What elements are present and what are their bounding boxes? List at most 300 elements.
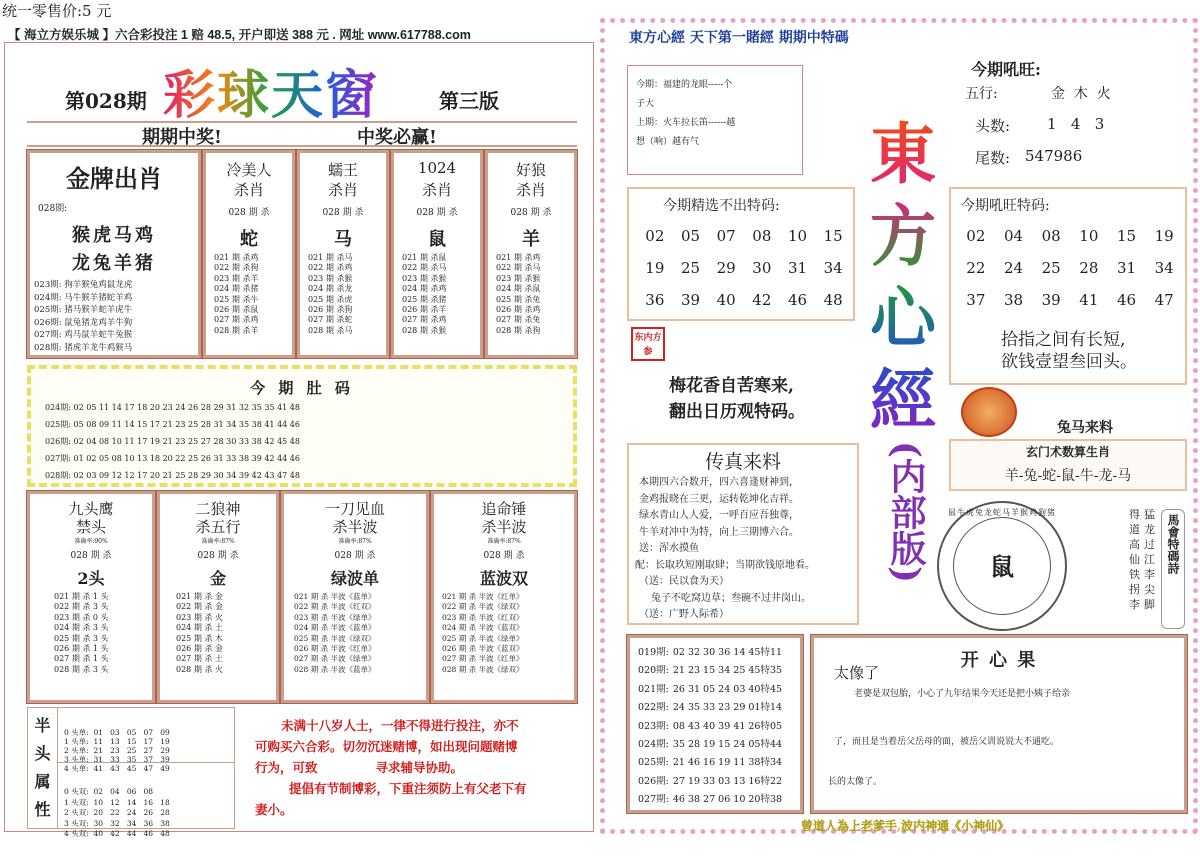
kill-row: 023 期 杀猴	[496, 273, 541, 283]
duma-row: 026期: 02 04 08 10 11 17 19 21 23 25 27 28 30 33 38 42 45 48	[45, 437, 300, 446]
kill-row: 028 期 杀羊	[214, 325, 259, 335]
bottom-title: 二狼神	[195, 500, 241, 518]
accuracy-rate: 准确率:87%	[338, 538, 372, 545]
wang-code-number: 38	[1003, 291, 1024, 309]
vpoem-char: 脚	[1144, 598, 1155, 611]
half-head-row: 0 头双: 02 04 06 08	[64, 787, 154, 796]
kill-row: 028 期 杀马	[308, 325, 353, 335]
gold-history-row: 024期: 马牛猴羊猪蛇羊鸡	[34, 292, 133, 303]
half-head-row: 4 头双: 40 42 44 46 48	[64, 829, 170, 838]
vertical-stamp: 馬會特碼詩	[1161, 509, 1185, 629]
left-page	[4, 42, 594, 838]
history-values: 21 46 16 19 11 38特34	[672, 757, 783, 769]
wang-code-number: 39	[1041, 291, 1061, 309]
history-period: 019期:	[638, 647, 669, 658]
warning-line: 妻小。	[255, 802, 293, 817]
gold-row-2: 龙兔羊猪	[72, 253, 156, 274]
kill-title-3: 1024	[417, 159, 457, 177]
tiger-caption: 兔马来料	[1057, 420, 1113, 436]
kill-row: 026 期 杀鼠	[214, 305, 259, 315]
kill-row: 027 期 杀鸡	[402, 315, 447, 325]
bottom-row: 024 期 杀 3 头	[54, 623, 109, 633]
kill-title-2: 蠕王	[327, 161, 358, 179]
xuanmen-value: 羊-兔-蛇-鼠-牛-龙-马	[1004, 468, 1132, 484]
kill-history	[402, 253, 446, 336]
vertical-title	[863, 113, 943, 441]
bottom-row: 028 期 杀 半波《蓝单》	[294, 664, 376, 674]
bottom-history	[294, 592, 375, 675]
history-period: 027期:	[638, 794, 669, 806]
history-values: 35 28 19 15 24 05特44	[672, 739, 783, 751]
kill-history	[308, 253, 352, 336]
xuanmen-box	[949, 439, 1187, 491]
kill-history	[496, 253, 540, 336]
history-period: 022期:	[638, 702, 669, 714]
kill-subtitle: 杀肖	[327, 181, 358, 199]
wang-code-grid	[957, 227, 1183, 309]
edition-label: 第三版	[439, 89, 499, 113]
wang-code-title: 今期吼旺特码:	[961, 198, 1050, 214]
divider	[58, 762, 234, 763]
bottom-subtitle: 杀半波	[332, 518, 378, 536]
warning-line: 可购买六合彩。切勿沉迷赌博，如出现问题赌博	[255, 739, 518, 754]
wang-code-number: 41	[1079, 291, 1099, 309]
bottom-row: 023 期 杀 火	[176, 612, 223, 622]
duma-row: 024期: 02 05 11 14 17 18 20 23 24 26 28 29 31 32 35 35 41 48	[45, 403, 300, 412]
kill-row: 021 期 杀鼠	[402, 253, 447, 262]
not-code-number: 08	[752, 227, 772, 245]
kill-row: 023 期 杀猴	[402, 273, 447, 283]
half-head-row: 0 头单: 01 03 05 07 09	[64, 728, 170, 737]
top-bar	[0, 0, 600, 22]
not-code-number: 34	[823, 259, 843, 277]
not-code-number: 29	[716, 259, 736, 277]
riddle-line: 子大	[636, 99, 655, 109]
kill-zodiac: 蛇	[240, 229, 258, 250]
gold-title: 金牌出肖	[66, 164, 162, 193]
bottom-row: 021 期 杀 1 头	[54, 592, 109, 601]
kill-row: 028 期 杀猴	[402, 325, 447, 335]
bottom-row: 026 期 杀 半波《蓝双》	[442, 644, 524, 654]
fax-line: 配：长取玖短刚取肆；当期欲钱原地看。	[635, 559, 815, 571]
tiger-icon	[961, 387, 1017, 437]
not-code-number: 31	[787, 259, 808, 277]
bottom-row: 025 期 杀 半波《绿单》	[442, 633, 524, 643]
history-row	[638, 681, 782, 699]
ad-banner[interactable]: 【 海立方娱乐城 】六合彩投注 1 赔 48.5, 开户即送 388 元 . 网址 www.617788.com	[8, 28, 471, 42]
head-count-label: 头数:	[975, 117, 1011, 135]
riddle-box	[627, 65, 803, 175]
fax-line: 绿水青山人人爱，一呼百应吾独尊，	[639, 510, 799, 521]
bottom-period: 028 期 杀	[483, 551, 525, 561]
riddle-line: 今期：福建的龙眼-----个	[636, 80, 733, 90]
footer: 曾道人為上老爹手,波内神通《小神仙》	[800, 819, 1010, 833]
kill-zodiac: 鼠	[428, 229, 446, 250]
kill-box-4	[485, 150, 577, 358]
bottom-subtitle: 杀半波	[481, 518, 527, 536]
bottom-row: 022 期 杀 金	[176, 602, 223, 612]
not-code-number: 05	[680, 227, 701, 245]
right-header: 東方心經 天下第一賭經 期期中特碼	[629, 30, 849, 46]
tail-count-label: 尾数:	[975, 149, 1011, 167]
half-head-row: 3 头双: 30 32 34 36 38	[64, 818, 170, 828]
kill-subtitle: 杀肖	[515, 181, 546, 199]
kill-row: 023 期 杀羊	[214, 273, 259, 283]
kill-title-4: 好狼	[515, 161, 546, 179]
warning-line: 未满十八岁人士，一律不得进行投注，亦不	[281, 718, 519, 733]
gold-history-row: 023期: 狗羊猴兔鸡鼠龙虎	[34, 280, 133, 290]
bottom-row: 026 期 杀 半波《红单》	[294, 644, 376, 654]
vpoem-char: 李	[1144, 568, 1155, 581]
history-box	[627, 635, 803, 813]
wang-box	[951, 57, 1187, 177]
wang-code-number: 25	[1041, 259, 1061, 277]
kill-row: 027 期 杀兔	[496, 315, 541, 325]
vpoem-char: 龙	[1144, 523, 1155, 536]
history-period: 025期:	[638, 757, 669, 769]
half-head-row: 1 头单: 11 13 15 17 19	[64, 737, 170, 746]
gold-history	[34, 279, 132, 355]
fax-line: （送：广野人际希）	[639, 609, 729, 620]
not-code-number: 40	[716, 291, 736, 309]
bottom-row: 027 期 杀 半波《红单》	[442, 654, 524, 664]
kill-row: 021 期 杀鸡	[496, 253, 541, 262]
kill-subtitle: 杀肖	[421, 181, 452, 199]
riddle-text	[636, 76, 735, 152]
bottom-result: 蓝波双	[479, 569, 528, 588]
kill-title-1: 冷美人	[226, 161, 272, 179]
wuxing-value: 金 木 火	[1051, 86, 1111, 102]
zodiac-wheel	[937, 501, 1067, 631]
wang-code-number: 02	[966, 227, 986, 245]
bottom-row: 028 期 杀 3 头	[54, 664, 109, 674]
slogan-bar	[27, 121, 577, 147]
history-values: 21 23 15 34 25 45特35	[672, 665, 783, 677]
kill-box-1	[203, 150, 295, 358]
bottom-row: 021 期 杀 金	[176, 592, 223, 601]
kill-box-3	[391, 150, 483, 358]
bottom-row: 022 期 杀 半波《绿双》	[442, 602, 524, 612]
history-row	[638, 736, 782, 754]
bottom-title: 九头鹰	[68, 500, 114, 518]
bottom-row: 021 期 杀 半波《红单》	[442, 592, 524, 601]
kill-subtitle: 杀肖	[233, 181, 264, 199]
kill-row: 025 期 杀虎	[308, 294, 353, 304]
not-code-number: 46	[787, 291, 808, 309]
history-period: 024期:	[638, 739, 669, 751]
wang-code-number: 47	[1154, 291, 1174, 309]
bottom-row: 023 期 杀 半波《绿单》	[294, 612, 376, 622]
wuxing-label: 五行:	[965, 86, 998, 102]
vpoem-char: 铁	[1129, 568, 1140, 581]
kill-history	[214, 253, 258, 336]
bottom-title: 一刀见血	[324, 500, 385, 518]
history-values: 46 38 27 06 10 20特38	[672, 794, 783, 806]
bottom-row: 026 期 杀 金	[176, 644, 223, 654]
duma-row: 025期: 05 08 09 11 14 15 17 21 23 25 28 31 34 35 38 41 44 46	[45, 420, 300, 429]
half-head-row: 3 头单: 31 33 35 37 39	[64, 755, 170, 764]
title-char: 心	[870, 279, 936, 357]
warning-text	[243, 715, 583, 820]
bottom-row: 022 期 杀 半波《红双》	[294, 602, 376, 612]
wang-code-number: 34	[1154, 259, 1174, 277]
poem-line: 翻出日历观特码。	[669, 402, 805, 422]
slogan-1: 期期中奖!	[142, 127, 222, 148]
vpoem-char: 江	[1144, 553, 1155, 566]
wang-code-number: 15	[1116, 227, 1137, 245]
title-char: 經	[870, 361, 936, 439]
history-period: 023期:	[638, 720, 669, 732]
wang-code-number: 28	[1079, 259, 1099, 277]
kill-row: 027 期 杀鸡	[214, 315, 259, 325]
vpoem-col	[1144, 507, 1155, 631]
kill-row: 023 期 杀猴	[308, 273, 353, 283]
duma-rows	[45, 399, 300, 484]
joke-line: 长的太像了。	[828, 777, 883, 787]
half-head-label	[28, 708, 58, 828]
half-head-row: 2 头单: 21 23 25 27 29	[64, 746, 170, 755]
wang-code-number: 31	[1116, 259, 1137, 277]
price-label: 统一零售价:5 元	[2, 2, 112, 20]
kill-row: 026 期 杀鸡	[496, 305, 541, 315]
kill-row: 022 期 杀马	[496, 263, 541, 273]
not-code-number: 02	[645, 227, 665, 245]
not-code-number: 07	[716, 227, 736, 245]
not-code-grid	[637, 227, 851, 309]
vpoem-char: 高	[1129, 538, 1140, 551]
bottom-row: 024 期 杀 半波《蓝单》	[294, 623, 376, 633]
kill-row: 026 期 杀狗	[308, 305, 353, 315]
wang-code-number: 46	[1116, 291, 1137, 309]
kill-row: 021 期 杀鸡	[214, 253, 259, 262]
bottom-row: 021 期 杀 半波《蓝单》	[294, 592, 376, 601]
bottom-row: 027 期 杀 半波《绿单》	[294, 654, 376, 664]
accuracy-rate: 准确率:87%	[487, 538, 521, 545]
half-head-char: 属	[34, 772, 51, 791]
kill-row: 025 期 杀牛	[214, 294, 259, 304]
wang-code-number: 22	[966, 259, 986, 277]
head-count-value: 1 4 3	[1047, 115, 1105, 133]
poem	[669, 373, 805, 425]
wang-code-number: 04	[1003, 227, 1024, 245]
bottom-result: 绿波单	[330, 569, 379, 588]
gold-history-row: 027期: 鸡马鼠羊蛇牛兔猴	[34, 330, 133, 341]
kill-period: 028 期 杀	[228, 208, 270, 218]
bottom-row: 027 期 杀 1 头	[54, 654, 109, 664]
gold-row-1: 猴虎马鸡	[72, 225, 156, 246]
warning-line: 行为，可致	[255, 760, 318, 775]
joke-title: 开 心 果	[960, 650, 1038, 671]
vertical-poem	[1075, 507, 1155, 631]
gold-period: 028期:	[38, 204, 68, 214]
kill-row: 026 期 杀羊	[402, 305, 447, 315]
warning-line: 提倡有节制博彩，下重注须防上有父老下有	[289, 781, 527, 796]
not-code-number: 39	[680, 291, 701, 309]
duma-row: 028期: 02 03 09 12 12 17 20 21 25 28 29 30 34 39 42 43 47 48	[45, 471, 300, 480]
half-head-row: 2 头双: 20 22 24 26 28	[64, 808, 170, 817]
vpoem-char: 尖	[1144, 583, 1155, 596]
kill-row: 025 期 杀猪	[402, 294, 447, 304]
vpoem-char: 得	[1129, 508, 1140, 521]
internal-edition: (内部版)	[885, 441, 927, 584]
wang-code-number: 24	[1003, 259, 1024, 277]
wang-poem	[1001, 329, 1137, 373]
half-head-row: 1 头双: 10 12 14 16 18	[64, 797, 170, 807]
fax-line: 兔子不吃窝边草；叁碗不过井岗山。	[651, 592, 811, 604]
vpoem-col	[1129, 507, 1140, 631]
bottom-title: 追命锤	[481, 500, 527, 518]
bottom-row: 028 期 杀 半波《绿双》	[442, 664, 524, 674]
slogan-2: 中奖必赢!	[357, 127, 437, 148]
wang-poem-line: 拾指之间有长短,	[1001, 330, 1126, 350]
not-code-number: 25	[680, 259, 701, 277]
wang-code-number: 37	[966, 291, 986, 309]
wang-code-box	[949, 187, 1187, 385]
xuanmen-title: 玄门术数算生肖	[1025, 445, 1110, 459]
two-wolf-box	[157, 491, 279, 703]
vpoem-char: 道	[1129, 523, 1140, 536]
vpoem-char: 仙	[1129, 553, 1140, 566]
vpoem-char: 猛	[1144, 508, 1155, 521]
vpoem-char: 拐	[1129, 583, 1140, 596]
not-code-title: 今期精选不出特码:	[663, 198, 780, 214]
bottom-row: 026 期 杀 1 头	[54, 644, 109, 654]
half-head-box	[27, 707, 235, 838]
bottom-period: 028 期 杀	[197, 551, 239, 561]
right-page	[600, 18, 1198, 834]
joke-line: 了，而且是当着岳父岳母的面，被岳父训说说大不通吃。	[834, 737, 1060, 747]
bottom-row: 025 期 杀 半波《绿双》	[294, 633, 376, 643]
duma-box	[27, 365, 577, 487]
logo: 彩球天窗	[163, 53, 379, 128]
bottom-row: 025 期 杀 木	[176, 633, 223, 643]
gold-history-row: 028期: 猪虎羊龙牛鸡猴马	[34, 342, 133, 353]
wang-code-number: 19	[1154, 227, 1174, 245]
kill-row: 024 期 杀龙	[308, 284, 353, 294]
wang-poem-line: 欲钱壹望叁回头。	[1001, 352, 1137, 372]
half-head-char: 头	[34, 744, 51, 763]
fax-line: 送：浑水摸鱼	[639, 543, 699, 554]
history-row	[638, 644, 782, 662]
history-row	[638, 773, 782, 791]
wang-title: 今期吼旺:	[971, 60, 1041, 79]
not-code-number: 19	[645, 259, 665, 277]
kill-row: 028 期 杀狗	[496, 325, 541, 335]
kill-box-2	[297, 150, 389, 358]
bottom-history	[176, 592, 223, 675]
gold-history-row: 026期: 鼠兔猪龙鸡羊牛狗	[34, 317, 133, 328]
history-values: 02 32 30 36 14 45特11	[672, 647, 783, 658]
joke-line: 老婆是双包胎，小心了九年结果今天还是把小姨子给亲	[854, 689, 1071, 699]
bottom-row: 024 期 杀 土	[176, 623, 223, 633]
history-values: 08 43 40 39 41 26特05	[672, 720, 783, 732]
wheel-center: 鼠	[990, 552, 1014, 581]
bottom-period: 028 期 杀	[70, 551, 112, 561]
duma-title: 今 期 肚 码	[250, 379, 354, 397]
chase-hammer-box	[431, 491, 577, 703]
bottom-row: 028 期 杀 火	[176, 664, 223, 674]
kill-row: 024 期 杀鸡	[402, 284, 447, 294]
history-values: 27 19 33 03 13 16特22	[672, 775, 783, 787]
kill-period: 028 期 杀	[510, 208, 552, 218]
half-head-char: 半	[34, 716, 51, 735]
fax-line: 金鸡报晓在三更，运转乾坤化吉祥。	[639, 493, 799, 505]
bottom-row: 024 期 杀 半波《蓝双》	[442, 623, 524, 633]
wang-code-number: 10	[1079, 227, 1099, 245]
fax-box	[627, 443, 859, 625]
fax-title: 传真来料	[704, 451, 781, 473]
bottom-result: 金	[209, 569, 226, 588]
issue-label: 第028期	[65, 89, 147, 113]
bottom-row: 025 期 杀 3 头	[54, 633, 109, 643]
fax-line: 牛羊对冲中为特，向上三期博六合。	[639, 526, 799, 538]
stamp: 东内方参	[631, 327, 665, 361]
gold-zodiac-box	[27, 150, 201, 358]
bottom-history	[442, 592, 523, 675]
bottom-result: 2头	[77, 569, 105, 588]
history-row	[638, 662, 782, 680]
kill-row: 022 期 杀鸡	[308, 263, 353, 273]
kill-row: 024 期 杀猪	[214, 284, 259, 294]
riddle-line: 想（响）越有气	[636, 137, 700, 147]
history-row	[638, 754, 782, 772]
history-period: 020期:	[638, 665, 669, 677]
not-code-number: 10	[787, 227, 808, 245]
kill-row: 027 期 杀蛇	[308, 315, 353, 325]
history-list	[638, 644, 782, 810]
not-code-box	[627, 187, 855, 321]
title-char: 東	[870, 115, 936, 193]
joke-head: 太像了	[834, 664, 880, 682]
warning-line: 寻求辅导协助。	[375, 760, 464, 775]
poem-line: 梅花香自苦寒来,	[669, 376, 794, 396]
kill-row: 022 期 杀狗	[214, 263, 259, 273]
kill-row: 025 期 杀兔	[496, 294, 541, 304]
title-char: 方	[870, 197, 936, 275]
half-head-char: 性	[34, 800, 51, 819]
history-row	[638, 699, 782, 717]
bottom-row: 027 期 杀 土	[176, 654, 223, 664]
one-blade-box	[281, 491, 429, 703]
fax-lines	[635, 475, 815, 624]
not-code-number: 48	[823, 291, 843, 309]
bottom-subtitle: 禁头	[75, 518, 106, 536]
not-code-number: 15	[823, 227, 843, 245]
bottom-history	[54, 592, 109, 675]
history-values: 24 35 33 23 29 01特14	[672, 702, 783, 714]
bottom-row: 023 期 杀 半波《红双》	[442, 612, 524, 622]
kill-row: 021 期 杀马	[308, 253, 353, 262]
gold-history-row: 025期: 猪马猴羊蛇羊虎牛	[34, 305, 133, 316]
riddle-line: 上期：火车拉长笛------越	[636, 118, 736, 128]
history-values: 26 31 05 24 03 40特45	[672, 683, 783, 695]
not-code-number: 42	[752, 291, 772, 309]
nine-head-box	[27, 491, 155, 703]
half-head-double	[64, 766, 170, 861]
kill-period: 028 期 杀	[416, 208, 458, 218]
bottom-row: 023 期 杀 0 头	[54, 612, 109, 622]
duma-row: 027期: 01 02 05 08 10 13 18 20 22 25 26 31 33 38 39 42 44 46	[45, 454, 300, 463]
history-row	[638, 791, 782, 809]
accuracy-rate: 准确率:90%	[74, 538, 108, 545]
history-period: 026期:	[638, 775, 669, 787]
bottom-period: 028 期 杀	[334, 551, 376, 561]
bottom-subtitle: 杀五行	[195, 518, 241, 536]
kill-row: 024 期 杀鼠	[496, 284, 541, 294]
wang-code-number: 08	[1041, 227, 1061, 245]
fax-line: （送：民以食为天）	[639, 576, 729, 587]
history-row	[638, 718, 782, 736]
